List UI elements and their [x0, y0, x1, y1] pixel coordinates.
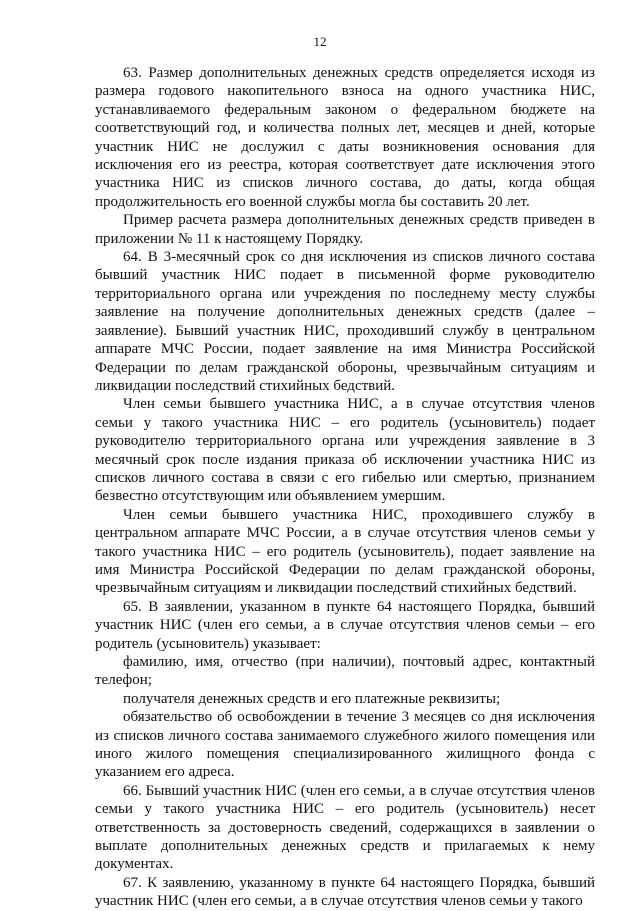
paragraph-67: 67. К заявлению, указанному в пункте 64 настоящего Порядка, бывший участник НИС (член его семьи, а в случае отсутствия членов семьи у такого [95, 874, 595, 910]
paragraph-63: 63. Размер дополнительных денежных средств определяется исходя из размера годового накопительного взноса на одного участника НИС, устанавливаемого федеральным законом о федеральном бюджете на соответствующий год, и количества полных лет, месяцев и дней, которые участник НИС не дослужил с даты возникновения основания для исключения его из реестра, которая соответствует дате исключения этого участника НИС из списков личного состава, до даты, когда общая продолжительность его военной службы могла бы составить 20 лет. [95, 65, 595, 210]
paragraph-64: 64. В 3-месячный срок со дня исключения из списков личного состава бывший участник НИС подает в письменной форме руководителю территориального органа или учреждения по последнему месту службы заявление на получение дополнительных денежных средств (далее – заявление). Бывший участник НИС, проходивший службу в центральном аппарате МЧС России, подает заявление на имя Министра Российской Федерации по делам гражданской обороны, чрезвычайным ситуациям и ликвидации последствий стихийных бедствий. [95, 249, 595, 394]
paragraph-65: 65. В заявлении, указанном в пункте 64 настоящего Порядка, бывший участник НИС (член его семьи, а в случае отсутствия членов семьи – его родитель (усыновитель) указывает: [95, 598, 595, 652]
page-number: 12 [313, 34, 327, 49]
paragraph-example-reference: Пример расчета размера дополнительных денежных средств приведен в приложении № 11 к настоящему Порядку. [95, 212, 595, 247]
paragraph-65-item-obligation: обязательство об освобождении в течение 3 месяцев со дня исключения из списков личного состава занимаемого служебного жилого помещения или иного жилого помещения специализированного жилищного фонда с указанием его адреса. [95, 709, 595, 781]
paragraph-64-family-member: Член семьи бывшего участника НИС, а в случае отсутствия членов семьи у такого участника НИС – его родитель (усыновитель) подает руководителю территориального органа или учреждения заявление в 3 месячный срок после издания приказа об исключении участника НИС из списков личного состава в связи с его гибелью или смертью, признанием безвестно отсутствующим или объявлением умершим. [95, 396, 595, 505]
paragraph-66: 66. Бывший участник НИС (член его семьи, а в случае отсутствия членов семьи у такого участника НИС – его родитель (усыновитель) несет ответственность за достоверность сведений, содержащихся в заявлении о выплате дополнительных денежных средств и прилагаемых к нему документах. [95, 782, 595, 873]
paragraph-65-item-name: фамилию, имя, отчество (при наличии), почтовый адрес, контактный телефон; [95, 654, 595, 689]
paragraph-64-central-apparatus: Член семьи бывшего участника НИС, проходившего службу в центральном аппарате МЧС России, а в случае отсутствия членов семьи у такого участника НИС – его родитель (усыновитель), подает заявление на имя Министра Российской Федерации по делам гражданской обороны, чрезвычайным ситуациям и ликвидации последствий стихийных бедствий. [95, 506, 595, 597]
document-body [95, 64, 595, 911]
paragraph-65-item-recipient: получателя денежных средств и его платежные реквизиты; [123, 690, 501, 707]
